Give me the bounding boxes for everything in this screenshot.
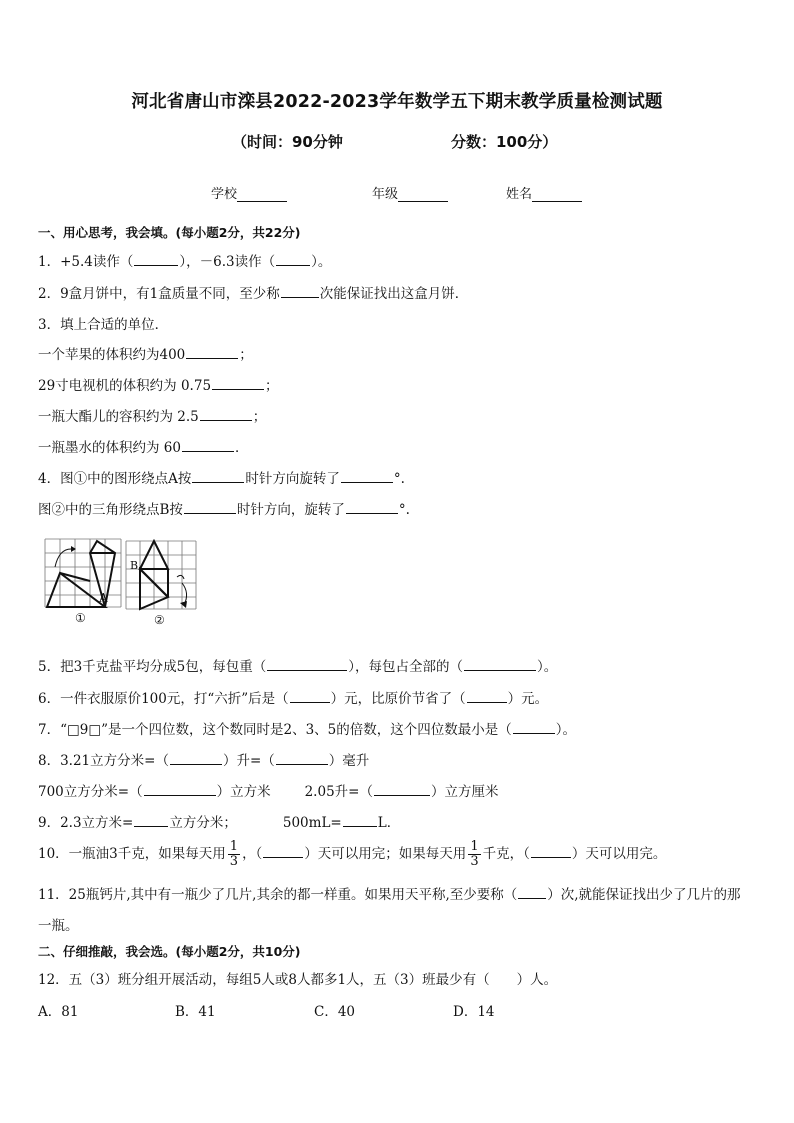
option-c[interactable]: C．40 <box>314 1004 356 1020</box>
question-10 <box>38 840 666 869</box>
q4-blank-3[interactable] <box>184 500 236 514</box>
q3-blank-2[interactable] <box>212 376 264 390</box>
question-8-line-1 <box>38 749 369 769</box>
q10-frac1-den: 3 <box>229 854 239 869</box>
q9-text-b: 立方分米； <box>169 815 237 831</box>
q10-blank-1[interactable] <box>263 844 303 858</box>
q9-text-c: 500mL= <box>282 815 342 831</box>
q2-blank[interactable] <box>281 284 319 298</box>
q11-blank[interactable] <box>518 885 546 899</box>
q10-text-d: 千克，（ <box>482 846 530 862</box>
question-5 <box>38 655 557 675</box>
figure-1-point-a: A <box>99 591 108 605</box>
q8-text-g: ）立方厘米 <box>430 784 499 800</box>
school-field <box>211 183 287 202</box>
q10-frac1-num: 1 <box>229 839 239 854</box>
school-label: 学校 <box>211 187 238 202</box>
section-2-heading: 二、仔细推敲，我会选。(每小题2分，共10分) <box>38 944 301 959</box>
q8-text-b: ）升=（ <box>222 753 275 769</box>
figure-1-rotation-grid <box>43 537 123 609</box>
exam-score: 分数：100分） <box>451 133 558 151</box>
question-2 <box>38 282 468 302</box>
figure-2-rotation-grid <box>124 539 198 611</box>
q3-l4-end: ． <box>234 440 249 456</box>
q8-text-f: 2.05升=（ <box>304 784 373 800</box>
q6-text-c: ）元。 <box>507 691 549 707</box>
q4-blank-1[interactable] <box>192 469 244 483</box>
question-8-line-2 <box>38 780 498 800</box>
question-4-line-2 <box>38 498 410 518</box>
q11-text-a: 11．25瓶钙片,其中有一瓶少了几片,其余的都一样重。如果用天平称,至少要称（ <box>38 887 518 903</box>
question-6 <box>38 687 548 707</box>
question-1 <box>38 250 331 270</box>
q8-text-e: ）立方米 <box>216 784 271 800</box>
name-label: 姓名 <box>506 187 533 202</box>
q1-blank-2[interactable] <box>276 252 310 266</box>
q7-text-b: ）。 <box>555 722 577 738</box>
question-9 <box>38 811 400 831</box>
q4-text-f: °. <box>398 502 410 518</box>
question-3-line-1 <box>38 343 253 363</box>
q5-blank-1[interactable] <box>267 657 347 671</box>
q11-text-b: ）次,就能保证找出少了几片的那 <box>547 887 741 903</box>
question-11-line-1 <box>38 883 741 903</box>
q3-blank-1[interactable] <box>186 345 238 359</box>
school-blank[interactable] <box>237 187 287 202</box>
q8-blank-2[interactable] <box>276 751 328 765</box>
q8-blank-4[interactable] <box>374 782 430 796</box>
q7-text-a: 7．“□9□”是一个四位数，这个数同时是2、3、5的倍数，这个四位数最小是（ <box>38 722 512 738</box>
figure-2-caption: ② <box>154 613 165 627</box>
q3-l3-end: ； <box>252 409 267 425</box>
q5-text-c: ）。 <box>537 659 558 675</box>
question-4-line-1 <box>38 467 405 487</box>
q2-text-a: 2．9盒月饼中，有1盒质量不同，至少称 <box>38 286 280 302</box>
q10-blank-2[interactable] <box>531 844 571 858</box>
grade-field <box>372 183 448 202</box>
q10-frac2-den: 3 <box>470 854 479 869</box>
grade-blank[interactable] <box>398 187 448 202</box>
q4-text-e: 时针方向，旋转了 <box>236 502 345 518</box>
q5-text-b: ），每包占全部的（ <box>348 659 464 675</box>
q6-text-b: ）元，比原价节省了（ <box>330 691 466 707</box>
q3-l4-text: 一瓶墨水的体积约为 60 <box>38 440 181 456</box>
q10-fraction-2 <box>468 840 480 869</box>
q10-text-b: ，（ <box>242 846 263 862</box>
q3-l2-end: ； <box>265 378 279 394</box>
name-blank[interactable] <box>532 187 582 202</box>
page-title: 河北省唐山市滦县2022-2023学年数学五下期末教学质量检测试题 <box>131 92 663 112</box>
q6-blank-1[interactable] <box>290 689 330 703</box>
option-a[interactable]: A．81 <box>38 1004 79 1020</box>
q10-frac2-num: 1 <box>470 839 479 854</box>
q2-text-b: 次能保证找出这盒月饼． <box>319 286 469 302</box>
q8-text-c: ）毫升 <box>328 753 370 769</box>
q8-blank-3[interactable] <box>144 782 216 796</box>
figure-1-caption: ① <box>75 611 86 625</box>
q6-text-a: 6．一件衣服原价100元，打“六折”后是（ <box>38 691 289 707</box>
q1-text-a: 1．+5.4读作（ <box>38 254 134 270</box>
q3-l1-text: 一个苹果的体积约为400 <box>38 347 186 363</box>
q10-text-a: 10．一瓶油3千克，如果每天用 <box>38 846 226 862</box>
q3-l1-end: ； <box>239 347 253 363</box>
q8-text-a: 8．3.21立方分米=（ <box>38 753 169 769</box>
q10-fraction-1 <box>228 840 240 869</box>
exam-time: （时间：90分钟 <box>232 133 343 151</box>
q4-text-c: °. <box>393 471 405 487</box>
question-11-line-2: 一瓶。 <box>38 918 79 934</box>
question-3-line-4 <box>38 436 248 456</box>
q7-blank[interactable] <box>513 720 555 734</box>
option-d[interactable]: D．14 <box>453 1004 495 1020</box>
q1-text-b: ），－6.3读作（ <box>179 254 276 270</box>
q9-blank-2[interactable] <box>343 813 377 827</box>
q3-blank-4[interactable] <box>182 438 234 452</box>
q8-blank-1[interactable] <box>170 751 222 765</box>
figure-2-point-b: B <box>130 559 139 572</box>
q4-text-a: 4．图①中的图形绕点A按 <box>38 471 192 487</box>
q3-l3-text: 一瓶大酯儿的容积约为 2.5 <box>38 409 199 425</box>
q9-text-a: 9．2.3立方米= <box>38 815 134 831</box>
q4-blank-4[interactable] <box>346 500 398 514</box>
q9-text-d: L． <box>377 815 401 831</box>
q4-blank-2[interactable] <box>341 469 393 483</box>
section-1-heading: 一、用心思考，我会填。(每小题2分，共22分) <box>38 225 301 240</box>
question-3-stem: 3．填上合适的单位． <box>38 317 169 333</box>
q4-text-d: 图②中的三角形绕点B按 <box>38 502 183 518</box>
question-7 <box>38 718 576 738</box>
q6-blank-2[interactable] <box>467 689 507 703</box>
question-3-line-2 <box>38 374 279 394</box>
name-field <box>506 183 582 202</box>
grade-label: 年级 <box>372 187 399 202</box>
q10-text-c: ）天可以用完；如果每天用 <box>304 846 467 862</box>
option-b[interactable]: B．41 <box>175 1004 216 1020</box>
q4-text-b: 时针方向旋转了 <box>245 471 340 487</box>
q10-text-e: ）天可以用完。 <box>571 846 667 862</box>
q3-blank-3[interactable] <box>200 407 252 421</box>
q5-blank-2[interactable] <box>464 657 536 671</box>
q1-text-c: ）。 <box>311 254 332 270</box>
question-12: 12．五（3）班分组开展活动，每组5人或8人都多1人，五（3）班最少有（ ）人。 <box>38 972 558 988</box>
q1-blank-1[interactable] <box>134 252 178 266</box>
question-3-line-3 <box>38 405 266 425</box>
q5-text-a: 5．把3千克盐平均分成5包，每包重（ <box>38 659 267 675</box>
q9-blank-1[interactable] <box>134 813 168 827</box>
q3-l2-text: 29寸电视机的体积约为 0.75 <box>38 378 212 394</box>
q8-text-d: 700立方分米=（ <box>38 784 143 800</box>
